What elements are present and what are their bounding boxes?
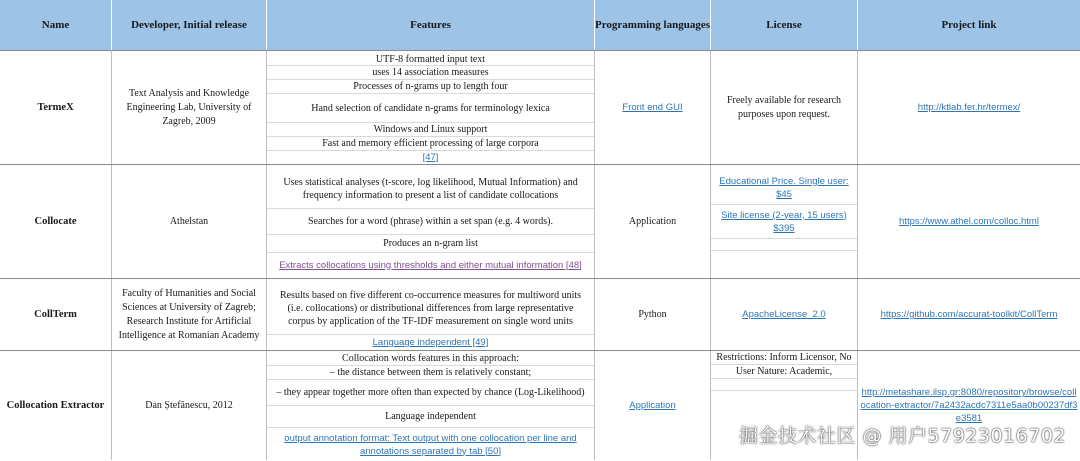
developer-cell: Text Analysis and Knowledge Engineering Lab, University of Zagreb, 2009 [112, 51, 267, 164]
license-item [711, 205, 857, 239]
developer-cell: Dan Ștefănescu, 2012 [112, 351, 267, 460]
tool-name: Collocate [0, 165, 112, 278]
languages-cell [595, 51, 711, 164]
feature-item [267, 151, 594, 164]
table-row-termex [0, 50, 1080, 164]
feature-link[interactable]: output annotation format: Text output with one collocation per line and annotations separated by tab [50] [284, 432, 577, 457]
feature-item: Collocation words features in this approach: [267, 352, 594, 366]
license-item [711, 171, 857, 205]
header-name: Name [0, 0, 112, 50]
license-link[interactable]: Site license (2-year, 15 users) $395 [721, 209, 847, 234]
front-end-gui-link[interactable]: Front end GUI [622, 102, 683, 113]
feature-item: Language independent [267, 406, 594, 428]
features-cell [267, 165, 595, 278]
tool-name: Collocation Extractor [0, 351, 112, 460]
site-watermark: 掘金技术社区 @ 用户5792301670​2 [738, 425, 1066, 447]
project-link[interactable]: http://ktlab.fer.hr/termex/ [917, 102, 1021, 113]
feature-item: – the distance between them is relatively constant; [267, 366, 594, 380]
feature-item: UTF-8 formatted input text [267, 53, 594, 66]
header-languages: Programming languages [595, 0, 711, 50]
feature-link[interactable]: Extracts collocations using thresholds and either mutual information [48] [279, 259, 582, 271]
header-developer: Developer, Initial release [112, 0, 267, 50]
feature-item [267, 335, 594, 350]
developer-cell: Faculty of Humanities and Social Sciences at University of Zagreb; Research Institute for Artificial Intelligence at Romanian Academy [112, 279, 267, 350]
license-link[interactable]: Educational Price. Single user: $45 [719, 175, 849, 200]
project-link[interactable]: http://metashare.ilsp.gr:8080/repository/browse/collocation-extractor/7a2432acdc7311e5aa0b00237df3e3581 [860, 387, 1078, 424]
feature-item: Results based on five different co-occurrence measures for multiword units (i.e. collocations) or distributional differences from large representative corpus by application of the TF-IDF measurement on single word units [267, 283, 594, 335]
project-link[interactable]: https://www.athel.com/colloc.html [899, 216, 1039, 227]
features-cell [267, 279, 595, 350]
feature-item: Windows and Linux support [267, 123, 594, 137]
tool-name: CollTerm [0, 279, 112, 350]
tool-name: TermeX [0, 51, 112, 164]
feature-item [267, 428, 594, 461]
languages-cell: Python [595, 279, 711, 350]
link-cell [858, 165, 1080, 278]
feature-item: Processes of n-grams up to length four [267, 80, 594, 94]
features-cell [267, 51, 595, 164]
project-link[interactable]: https://github.com/accurat-toolkit/CollTerm [880, 309, 1058, 320]
license-item-empty [711, 239, 857, 251]
feature-item: Searches for a word (phrase) within a set span (e.g. 4 words). [267, 209, 594, 235]
feature-item: Hand selection of candidate n-grams for terminology lexica [267, 94, 594, 123]
table-row-collterm [0, 278, 1080, 350]
languages-cell: Application [595, 165, 711, 278]
license-cell: Freely available for research purposes upon request. [711, 51, 858, 164]
license-item: User Nature: Academic, [711, 365, 857, 379]
feature-link[interactable]: Language independent [49] [372, 337, 489, 348]
header-link: Project link [858, 0, 1080, 50]
application-link[interactable]: Application [629, 400, 676, 411]
header-features: Features [267, 0, 595, 50]
features-cell [267, 351, 595, 460]
license-item-empty [711, 379, 857, 391]
link-cell [858, 51, 1080, 164]
license-link[interactable]: ApacheLicense_2.0 [742, 309, 826, 320]
feature-item: uses 14 association measures [267, 66, 594, 80]
feature-item: – they appear together more often than expected by chance (Log-Likelihood) [267, 380, 594, 406]
feature-item: Produces an n-gram list [267, 235, 594, 253]
developer-cell: Athelstan [112, 165, 267, 278]
header-license: License [711, 0, 858, 50]
languages-cell [595, 351, 711, 460]
license-item: Restrictions: Inform Licensor, No [711, 351, 857, 365]
feature-item: Fast and memory efficient processing of large corpora [267, 137, 594, 151]
citation-link[interactable]: [47] [422, 152, 439, 163]
link-cell [858, 279, 1080, 350]
license-cell [711, 165, 858, 278]
feature-item: Uses statistical analyses (t-score, log likelihood, Mutual Information) and frequency information to present a list of candidate collocations [267, 169, 594, 209]
table-row-collocate [0, 164, 1080, 278]
license-cell [711, 279, 858, 350]
feature-item [267, 253, 594, 277]
